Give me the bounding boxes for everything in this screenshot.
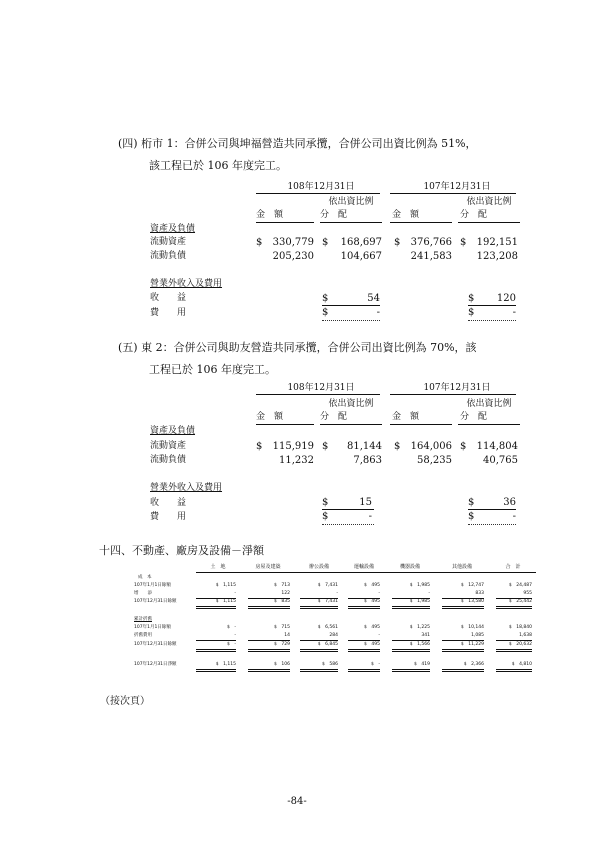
row-label: 流動負債 [150,251,187,261]
value: - [376,307,380,318]
value: 205,230 [272,251,314,262]
rule [392,669,430,672]
row-label: 費 用 [150,512,187,522]
ppe-cell: $ 1,115 [215,599,236,604]
section5-title-line1: (五) 東 2：合併公司與助友營造共同承攬，合併公司出資比例為 70%，該 [118,341,477,354]
ppe-cell: $ 495 [364,625,380,630]
rule [458,222,520,223]
currency: $ [322,307,329,318]
ppe-cell: $ 6,561 [317,625,338,630]
value: 40,765 [483,455,518,466]
currency: $ [322,293,329,304]
section4-ratio-bottom-a: 分 配 [320,210,348,220]
rule [248,649,290,652]
rule [468,320,516,321]
currency: $ [460,237,467,248]
section5-head-assets: 資產及負債 [150,426,196,436]
rule [256,424,314,425]
section4-title-line1: (四) 桁市 1：合併公司與坤福營造共同承攬，合併公司出資比例為 51%， [118,137,477,150]
rule [442,669,484,672]
value: 15 [359,497,372,508]
rule [390,222,452,223]
currency: $ [256,237,263,248]
ppe-cell: $ 1,985 [409,599,430,604]
row-label: 收 益 [150,293,187,303]
rule [390,424,452,425]
rule [348,606,380,609]
value: 115,919 [272,441,314,452]
ppe-cost-header: 成 本 [138,575,152,580]
rule [468,524,516,525]
ppe-cell: $ 495 [364,599,380,604]
rule [392,649,430,652]
section5-amount-head-b: 金 額 [392,412,420,422]
currency: $ [322,497,329,508]
rule [496,606,532,609]
value: 81,144 [347,441,382,452]
col-header: 運輸設備 [353,564,374,570]
row-label: 收 益 [150,498,187,508]
currency: $ [468,293,475,304]
value: - [368,511,372,522]
section5-ratio-top-b: 依出資比例 [466,399,512,409]
ppe-cell: $ 12,747 [460,583,484,588]
section5-ratio-top-a: 依出資比例 [328,399,374,409]
rule [442,649,484,652]
ppe-cell: $ 715 [274,625,290,630]
ppe-cell: 1,638 [519,633,532,638]
section5-period-b: 107年12月31日 [423,383,491,393]
row-label: 流動負債 [150,455,187,465]
section4-ratio-bottom-b: 分 配 [460,210,488,220]
section5-ratio-bottom-a: 分 配 [320,412,348,422]
ppe-cell: 955 [523,591,532,596]
section4-head-nonop: 營業外收入及費用 [150,279,223,289]
value: - [512,511,516,522]
rule [322,524,374,525]
ppe-cell: $ - [371,662,380,667]
rule [390,394,516,395]
currency: $ [322,511,329,522]
ppe-cell: $ 713 [274,583,290,588]
ppe-row-label: 107年1月1日餘額 [134,583,171,588]
ppe-cell: $ 13,580 [460,599,484,604]
rule [322,509,374,510]
section5-amount-head-a: 金 額 [256,412,284,422]
col-header: 土 地 [210,564,226,570]
ppe-cell: $ 1,225 [409,625,430,630]
ppe-cell: - [234,633,236,638]
col-header: 房屋及建築 [255,564,281,570]
value: 330,779 [272,237,314,248]
ppe-cell: $ 11,229 [460,642,484,647]
section14-title: 十四、不動產、廠房及設備－淨額 [99,544,264,557]
section4-head-assets: 資產及負債 [150,224,196,234]
rule [392,606,430,609]
col-header: 機器設備 [399,564,420,570]
ppe-cell: $ 729 [274,642,290,647]
currency: $ [256,441,263,452]
currency: $ [394,237,401,248]
section4-title-line2: 該工程已於 106 年度完工。 [149,159,287,172]
section5-head-nonop: 營業外收入及費用 [150,483,223,493]
rule [442,640,484,641]
ppe-cell: $ 1,115 [215,583,236,588]
ppe-cell: $ 7,431 [317,583,338,588]
ppe-cell: $ 4,810 [511,662,532,667]
currency: $ [322,441,329,452]
ppe-depr-header: 累計折舊 [134,617,152,622]
section4-amount-head-a: 金 額 [256,210,284,220]
ppe-cell: $ 24,487 [508,583,532,588]
ppe-cell: $ - [227,642,236,647]
value: 164,006 [410,441,452,452]
currency: $ [468,511,475,522]
col-header: 合 計 [505,564,521,570]
value: 376,766 [410,237,452,248]
rule [320,222,382,223]
row-label: 費 用 [150,308,187,318]
ppe-cell: 341 [421,633,430,638]
section4-period-a-rule [256,193,380,194]
ppe-row-label: 107年12月31日餘額 [134,642,177,647]
rule [496,649,532,652]
ppe-cell: $ 6,845 [317,642,338,647]
rule [256,394,380,395]
currency: $ [468,307,475,318]
currency: $ [394,441,401,452]
ppe-cell: $ 586 [322,662,338,667]
value: 36 [503,497,516,508]
rule [248,606,290,609]
rule [348,640,380,641]
value: 114,804 [476,441,518,452]
ppe-cell: - [378,633,380,638]
ppe-row-label: 折舊費用 [134,633,152,638]
rule [300,669,338,672]
col-header: 其他設備 [451,564,472,570]
rule [196,606,236,609]
ppe-row-label: 107年1月1日餘額 [134,625,171,630]
ppe-cell: 14 [284,633,290,638]
section4-period-b: 107年12月31日 [423,182,491,192]
value: 58,235 [417,455,452,466]
col-header: 辦公設備 [308,564,329,570]
rule [442,606,484,609]
value: - [512,307,516,318]
section4-period-a: 108年12月31日 [287,182,355,192]
ppe-cell: $ 1,566 [409,642,430,647]
ppe-cell: 284 [329,633,338,638]
rule [348,669,380,672]
rule [468,509,516,510]
value: 168,697 [340,237,382,248]
ppe-cell: $ 495 [364,642,380,647]
value: 7,863 [353,455,382,466]
rule [348,649,380,652]
ppe-cell: $ 835 [274,599,290,604]
ppe-row-label: 107年12月31日餘額 [134,599,177,604]
ppe-cell: - [336,591,338,596]
value: 11,232 [279,455,314,466]
rule [248,640,290,641]
rule [256,222,314,223]
rule [496,640,532,641]
value: 120 [496,293,516,304]
ppe-cell: 1,085 [471,633,484,638]
ppe-cell: $ 10,144 [460,625,484,630]
currency: $ [460,441,467,452]
rule [300,649,338,652]
ppe-cell: $ 106 [274,662,290,667]
ppe-cell: $ 25,442 [508,599,532,604]
rule [468,305,516,306]
rule [392,640,430,641]
section5-period-a: 108年12月31日 [287,383,355,393]
value: 54 [367,293,380,304]
section5-title-line2: 工程已於 106 年度完工。 [149,363,276,376]
value: 104,667 [340,251,382,262]
section4-ratio-top-b: 依出資比例 [466,197,512,207]
rule [496,669,532,672]
value: 123,208 [476,251,518,262]
ppe-cell: $ 1,115 [215,662,236,667]
ppe-cell: $ 419 [414,662,430,667]
row-label: 流動資產 [150,441,187,451]
currency: $ [322,237,329,248]
ppe-cell: $ 18,840 [508,625,532,630]
ppe-cell: $ 20,632 [508,642,532,647]
ppe-cell: - [378,591,380,596]
ppe-cell: $ 495 [364,583,380,588]
rule [300,640,338,641]
rule [196,669,236,672]
section5-ratio-bottom-b: 分 配 [460,412,488,422]
ppe-cell: $ 2,366 [463,662,484,667]
rule [320,424,382,425]
value: 241,583 [410,251,452,262]
row-label: 流動資產 [150,237,187,247]
ppe-cell: - [234,591,236,596]
page-number: -84- [287,796,307,807]
rule [300,606,338,609]
currency: $ [468,497,475,508]
ppe-row-label: 增 添 [134,591,152,596]
continued-note: （接次頁） [100,696,150,707]
rule [196,640,236,641]
section4-amount-head-b: 金 額 [392,210,420,220]
rule [248,669,290,672]
ppe-cell: 122 [281,591,290,596]
ppe-cell: - [428,591,430,596]
ppe-cell: $ 1,985 [409,583,430,588]
rule [196,649,236,652]
section4-period-b-rule [390,193,516,194]
section4-ratio-top-a: 依出資比例 [328,197,374,207]
ppe-cell: 833 [475,591,484,596]
ppe-cell: $ 7,431 [317,599,338,604]
rule [458,424,520,425]
rule [322,320,380,321]
ppe-row-label: 107年12月31日淨額 [134,662,177,667]
rule [196,572,536,573]
ppe-cell: $ - [227,625,236,630]
value: 192,151 [476,237,518,248]
rule [322,305,380,306]
